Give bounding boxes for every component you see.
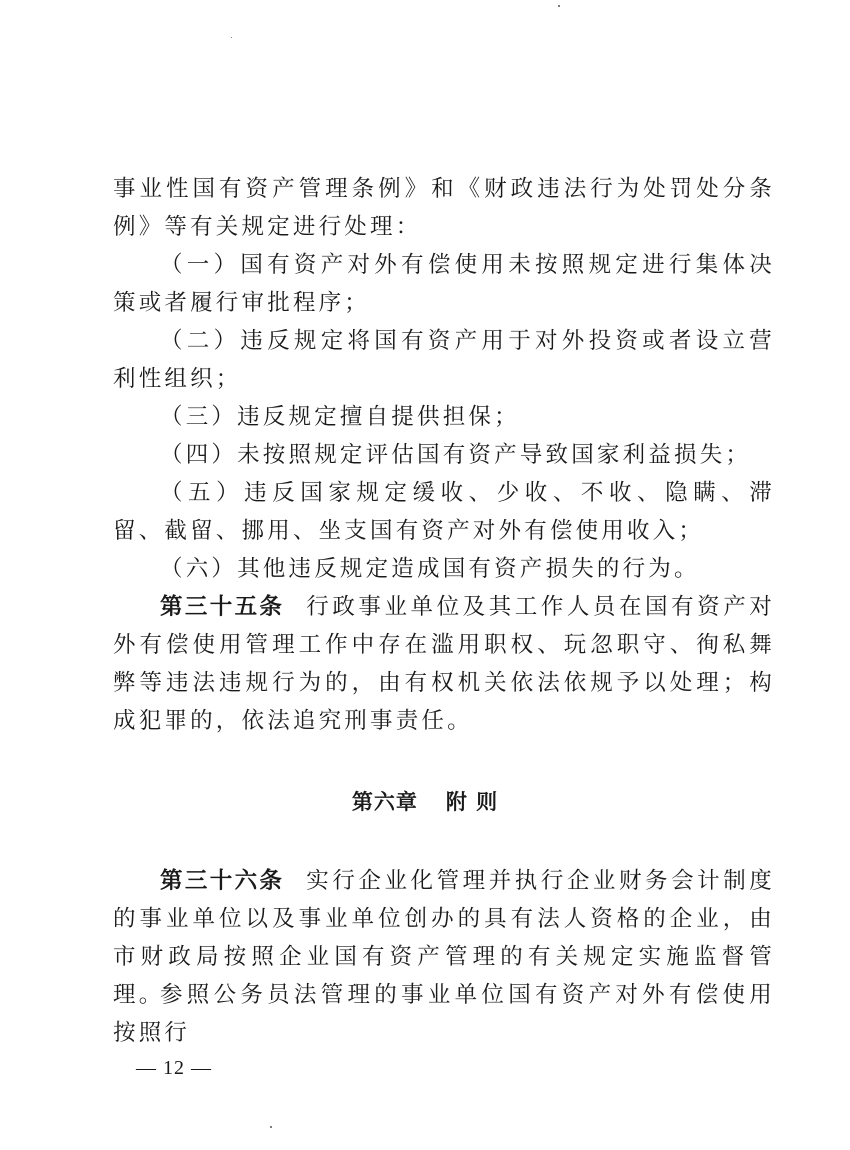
chapter-heading (0, 786, 850, 816)
list-item-1: （一）国有资产对外有偿使用未按照规定进行集体决策或者履行审批程序； (113, 252, 775, 316)
chapter-number: 第六章 (351, 790, 418, 814)
article-35-text: 行政事业单位及其工作人员在国有资产对外有偿使用管理工作中存在滥用职权、玩忽职守、徇私舞弊等违法违规行为的，由有权机关依法依规予以处理；构成犯罪的，依法追究刑事责任。 (113, 594, 775, 734)
list-item-6: （六）其他违反规定造成国有资产损失的行为。 (160, 556, 700, 582)
article-36-number: 第三十六条 (160, 868, 285, 894)
list-item-3: （三）违反规定擅自提供担保； (160, 404, 520, 430)
scan-speck (558, 5, 560, 7)
article-35 (113, 588, 775, 740)
article-35-number: 第三十五条 (160, 594, 285, 620)
list-item-5: （五）违反国家规定缓收、少收、不收、隐瞒、滞留、截留、挪用、坐支国有资产对外有偿使用收入； (113, 480, 775, 544)
scan-speck (270, 1126, 272, 1128)
scan-speck (231, 37, 232, 38)
paragraph-continuation: 事业性国有资产管理条例》和《财政违法行为处罚处分条例》等有关规定进行处理： (113, 176, 775, 240)
page-number: — 12 — (136, 1057, 212, 1079)
chapter-title: 附 则 (445, 790, 499, 814)
list-item-2: （二）违反规定将国有资产用于对外投资或者设立营利性组织； (113, 328, 775, 392)
list-item-4: （四）未按照规定评估国有资产导致国家利益损失； (160, 442, 752, 468)
last-paragraph: 参照公务员法管理的事业单位国有资产对外有偿使用按照行 (113, 982, 775, 1046)
article-36-text: 实行企业化管理并执行企业财务会计制度的事业单位以及事业单位创办的具有法人资格的企业，由市财政局按照企业国有资产管理的有关规定实施监督管理。 (113, 868, 775, 1008)
